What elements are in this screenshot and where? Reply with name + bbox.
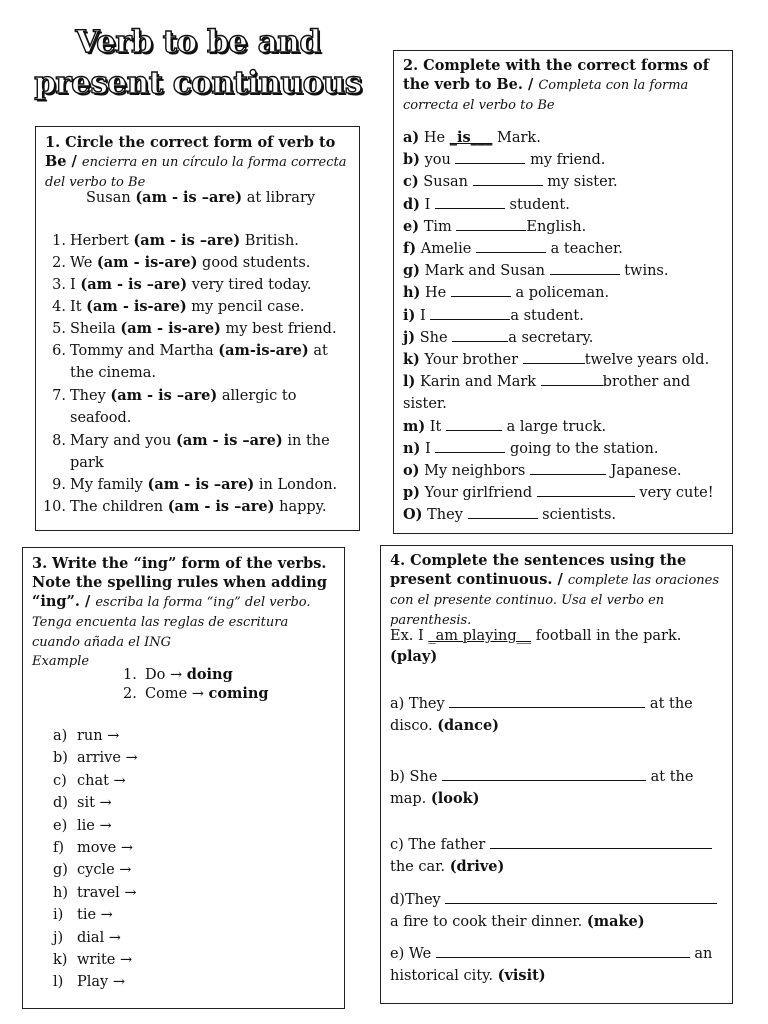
- list-item: [53, 726, 219, 746]
- item-letter: g): [53, 862, 68, 879]
- item-number: 9.: [52, 477, 66, 493]
- item-number: 10.: [42, 499, 66, 515]
- item-post: going to the station.: [505, 440, 659, 457]
- item-post: in the: [282, 433, 330, 449]
- item-post: happy.: [274, 499, 327, 515]
- list-item: [403, 461, 682, 481]
- list-item: [53, 860, 231, 880]
- item-number: 2.: [52, 255, 66, 271]
- choice-options[interactable]: (am - is-are): [86, 298, 187, 315]
- exercise-3-box: [22, 547, 345, 1009]
- sentence-start: a) They: [390, 696, 450, 712]
- item-letter: l): [53, 974, 64, 991]
- answer-blank[interactable]: [138, 748, 238, 762]
- heading-spanish: Completa con la forma correcta el verbo to Be: [403, 78, 689, 113]
- sentence-continuation: [390, 912, 645, 932]
- answer-blank[interactable]: [446, 417, 502, 431]
- list-item: [403, 128, 541, 148]
- item-pre: Susan: [418, 174, 473, 191]
- item-post: British.: [240, 233, 299, 249]
- sentence-post: at the: [646, 769, 694, 785]
- item-post: my sister.: [542, 174, 618, 191]
- item-letter: a): [53, 728, 68, 744]
- item-post: very cute!: [634, 485, 714, 502]
- sentence-end: the car.: [390, 859, 450, 875]
- example-verb: (play): [390, 648, 438, 665]
- item-number: 4.: [52, 299, 66, 315]
- item-number: 7.: [52, 388, 66, 404]
- example-ing: coming: [208, 685, 269, 702]
- item-letter: j): [403, 328, 416, 346]
- list-item: [403, 172, 618, 192]
- heading-spanish: encierra en un círculo la forma correcta del verbo to Be: [45, 155, 347, 190]
- item-pre: Amelie: [416, 241, 476, 257]
- example-verb: Come →: [145, 686, 209, 702]
- choice-options[interactable]: (am - is –are): [147, 476, 255, 493]
- exercise-4-box: [380, 545, 733, 1004]
- item-number: 1.: [52, 233, 66, 249]
- verb-hint: (visit): [497, 967, 546, 984]
- heading-spanish: escriba la forma “ing” del verbo. Tenga encuenta las reglas de escritura cuando añada el ING: [32, 595, 311, 650]
- item-verb: tie →: [77, 907, 113, 924]
- item-post: my pencil case.: [186, 299, 305, 315]
- verb-hint: (drive): [449, 858, 505, 875]
- answer-blank[interactable]: [133, 838, 233, 852]
- sentence-start: c) The father: [390, 837, 490, 853]
- item-post: twins.: [619, 263, 669, 280]
- item-post: brother and: [602, 374, 691, 391]
- answer-blank[interactable]: [451, 283, 511, 297]
- item-pre: He: [419, 130, 450, 146]
- item-post: student.: [504, 196, 570, 213]
- answer-blank[interactable]: [131, 860, 231, 874]
- item-letter: g): [403, 262, 420, 280]
- item-pre: Sheila: [70, 321, 121, 337]
- item-post: my friend.: [525, 152, 606, 169]
- choice-options[interactable]: (am - is –are): [175, 432, 283, 449]
- item-letter: k): [403, 351, 420, 368]
- list-item: [40, 231, 299, 251]
- item-verb: sit →: [77, 795, 112, 812]
- item-letter: i): [403, 306, 416, 324]
- item-letter: a): [403, 129, 420, 146]
- answer-blank[interactable]: [476, 239, 546, 253]
- item-letter: b): [53, 750, 68, 767]
- list-item: [403, 261, 668, 281]
- item-pre: Your brother: [419, 352, 523, 368]
- list-item: [40, 253, 310, 273]
- item-post: scientists.: [537, 507, 617, 524]
- example-pre: Susan: [86, 190, 136, 206]
- item-pre: Tim: [419, 218, 457, 235]
- item-pre: My neighbors: [419, 463, 530, 479]
- list-item: [403, 217, 586, 237]
- item-continuation: sister.: [403, 396, 447, 413]
- list-item: [403, 195, 570, 215]
- list-item: [40, 319, 337, 339]
- item-pre: It: [70, 299, 87, 315]
- example-label: Example: [32, 654, 90, 669]
- heading-text: 4. Complete the sentences using the present continuous. /: [390, 552, 687, 588]
- answer-blank[interactable]: [541, 372, 603, 386]
- choice-options[interactable]: (am - is –are): [167, 498, 275, 515]
- item-number: 8.: [52, 433, 66, 449]
- answer-blank[interactable]: [455, 150, 525, 164]
- item-post: a secretary.: [508, 329, 594, 346]
- item-post: English.: [526, 218, 587, 235]
- item-letter: k): [53, 952, 68, 968]
- list-item: [403, 417, 606, 437]
- item-number: 3.: [52, 277, 66, 293]
- list-item: [403, 328, 593, 348]
- item-continuation: seafood.: [70, 410, 132, 426]
- heading-text: 3. Write the “ing” form of the verbs. Note the spelling rules when adding “ing”. /: [32, 555, 328, 610]
- item-continuation: the cinema.: [70, 365, 157, 381]
- list-item: [53, 748, 238, 768]
- heading-text: 2. Complete with the correct forms of the verb to Be. /: [403, 57, 709, 93]
- item-post: Mark.: [492, 130, 541, 146]
- sentence-end: historical city.: [390, 968, 498, 984]
- sentence-continuation: [390, 966, 546, 986]
- sentence-item: [390, 835, 712, 855]
- item-letter: d): [53, 795, 68, 812]
- sentence-end: disco.: [390, 718, 438, 734]
- sentence-post: at the: [645, 696, 693, 712]
- exercise-3-heading: [32, 554, 337, 671]
- item-post: Japanese.: [605, 463, 682, 479]
- title-line-2: present continuous: [34, 65, 362, 101]
- answer-blank[interactable]: [112, 816, 212, 830]
- item-pre: you: [420, 152, 456, 169]
- item-post: a student.: [510, 307, 584, 324]
- exercise-1-heading: [45, 133, 350, 192]
- item-post: a policeman.: [510, 285, 610, 302]
- item-pre: Karin and Mark: [415, 374, 541, 391]
- item-verb: Play →: [77, 974, 125, 991]
- item-letter: p): [403, 484, 420, 502]
- item-pre: I: [415, 307, 431, 324]
- item-verb: move →: [77, 840, 134, 856]
- item-letter: f): [403, 240, 417, 257]
- list-item: [53, 816, 212, 836]
- answer-blank[interactable]: [119, 726, 219, 740]
- item-pre: Herbert: [70, 233, 134, 249]
- item-letter: b): [403, 151, 420, 169]
- answer-blank[interactable]: [530, 461, 606, 475]
- item-pre: My family: [70, 477, 148, 493]
- list-item: [53, 928, 221, 948]
- list-item: [53, 838, 233, 858]
- list-item: [40, 497, 327, 517]
- item-verb: run →: [77, 728, 120, 744]
- item-letter: j): [53, 929, 64, 946]
- item-pre: He: [420, 285, 451, 302]
- item-post: my best friend.: [220, 321, 337, 337]
- verb-hint: (look): [430, 790, 480, 807]
- example-item: [123, 684, 269, 704]
- item-letter: d): [403, 195, 420, 213]
- page-title: [18, 22, 378, 104]
- answer-blank[interactable]: [468, 505, 538, 519]
- example-post: at library: [242, 190, 316, 206]
- item-letter: O): [403, 506, 423, 524]
- sentence-item: [390, 694, 693, 714]
- answer-blank[interactable]: [442, 767, 646, 781]
- exercise-2-heading: [403, 56, 723, 115]
- answer-blank[interactable]: [112, 793, 212, 807]
- answer-blank[interactable]: [121, 928, 221, 942]
- item-verb: arrive →: [77, 750, 138, 767]
- choice-options[interactable]: (am-is-are): [218, 342, 309, 359]
- exercise-1-box: [35, 126, 360, 531]
- item-pre: They: [70, 388, 111, 404]
- item-letter: f): [53, 840, 65, 856]
- item-letter: o): [403, 462, 420, 479]
- item-pre: She: [415, 329, 453, 346]
- example-item: [123, 665, 233, 685]
- sentence-end: map.: [390, 791, 431, 807]
- list-item: [40, 475, 337, 495]
- sentence-item: [390, 944, 712, 964]
- item-pre: I: [420, 440, 436, 457]
- heading-text: 1. Circle the correct form of verb to Be /: [45, 134, 336, 170]
- list-item: [53, 972, 225, 992]
- example-number: 2.: [123, 686, 137, 702]
- sentence-continuation: [390, 789, 480, 809]
- list-item: [403, 239, 623, 259]
- example-verb: Do →: [145, 667, 187, 683]
- item-verb: cycle →: [77, 862, 132, 879]
- example-pre: Ex. I: [390, 628, 429, 644]
- list-item: [403, 505, 616, 525]
- item-post: good students.: [197, 255, 311, 271]
- answer-blank[interactable]: [537, 483, 635, 497]
- example-ing: doing: [186, 666, 233, 683]
- item-verb: lie →: [77, 817, 112, 834]
- answer-blank[interactable]: [126, 771, 226, 785]
- item-number: 5.: [52, 321, 66, 337]
- item-pre: The children: [70, 499, 168, 515]
- list-item: [403, 306, 584, 326]
- example-answer: _am playing__: [428, 628, 532, 644]
- item-letter: m): [403, 417, 426, 435]
- item-letter: l): [403, 373, 416, 391]
- answer-blank[interactable]: [445, 890, 717, 904]
- item-verb: chat →: [77, 772, 126, 789]
- item-letter: c): [403, 173, 419, 191]
- sentence-item: [390, 767, 693, 787]
- answer-blank[interactable]: [456, 217, 526, 231]
- choice-options[interactable]: (am - is-are): [120, 320, 221, 337]
- item-number: 6.: [52, 343, 66, 359]
- answer-blank[interactable]: [435, 439, 505, 453]
- item-post: a large truck.: [501, 418, 607, 435]
- item-verb: travel →: [77, 884, 137, 901]
- item-letter: n): [403, 439, 421, 457]
- verb-hint: (dance): [437, 717, 500, 734]
- list-item: [403, 283, 609, 303]
- item-letter: i): [53, 907, 64, 924]
- list-item: [403, 483, 714, 503]
- item-pre: I: [420, 196, 435, 213]
- item-post: a teacher.: [546, 241, 623, 257]
- list-item: [40, 431, 330, 451]
- item-post: allergic to: [217, 388, 297, 404]
- sentence-item: [390, 890, 717, 910]
- sentence-start: b) She: [390, 769, 443, 785]
- list-item: [403, 150, 605, 170]
- list-item: [403, 372, 690, 392]
- item-pre: We: [70, 255, 97, 271]
- item-pre: Mary and you: [70, 433, 176, 449]
- list-item: [53, 950, 232, 970]
- answer-blank[interactable]: [137, 883, 237, 897]
- sentence-start: d)They: [390, 892, 446, 908]
- item-pre: I: [70, 277, 81, 293]
- item-letter: c): [53, 772, 67, 789]
- item-post: in London.: [254, 477, 338, 493]
- item-pre: It: [425, 418, 446, 435]
- item-letter: e): [403, 217, 420, 235]
- item-pre: Tommy and Martha: [70, 343, 219, 359]
- choice-options[interactable]: (am - is –are): [133, 232, 241, 249]
- exercise-4-example: [390, 626, 681, 646]
- item-pre: Mark and Susan: [420, 263, 550, 280]
- list-item: [40, 386, 296, 406]
- item-verb: dial →: [77, 929, 121, 946]
- item-letter: e): [53, 817, 68, 834]
- answer-blank[interactable]: [113, 905, 213, 919]
- example-number: 1.: [123, 667, 137, 683]
- sentence-end: a fire to cook their dinner.: [390, 914, 587, 930]
- answer-blank[interactable]: [550, 261, 620, 275]
- list-item: [53, 883, 237, 903]
- answer-blank[interactable]: [436, 944, 690, 958]
- answer-blank[interactable]: [430, 306, 510, 320]
- list-item: [403, 350, 709, 370]
- list-item: [53, 793, 212, 813]
- example-choice[interactable]: (am - is –are): [135, 189, 243, 206]
- item-pre: They: [422, 507, 468, 524]
- example-post: football in the park.: [531, 628, 682, 644]
- list-item: [40, 297, 304, 317]
- sentence-continuation: [390, 716, 499, 736]
- answer-blank[interactable]: [435, 195, 505, 209]
- list-item: [53, 905, 213, 925]
- answer-blank[interactable]: [125, 972, 225, 986]
- title-line-1: Verb to be and: [75, 24, 321, 60]
- answer-blank[interactable]: [452, 328, 508, 342]
- verb-hint: (make): [586, 913, 645, 930]
- answer-blank[interactable]: [523, 350, 585, 364]
- exercise-4-heading: [390, 551, 725, 630]
- answer-blank[interactable]: [132, 950, 232, 964]
- list-item: [403, 439, 658, 459]
- sentence-continuation: [390, 857, 504, 877]
- item-post: very tired today.: [187, 277, 312, 293]
- answer-blank[interactable]: [449, 694, 645, 708]
- sentence-start: e) We: [390, 946, 436, 962]
- heading-spanish: complete las oraciones con el presente continuo. Usa el verbo en parenthesis.: [390, 573, 720, 628]
- item-letter: h): [403, 284, 421, 302]
- item-verb: write →: [77, 952, 133, 968]
- item-continuation: park: [70, 455, 104, 471]
- answer-blank[interactable]: [473, 172, 543, 186]
- list-item: [40, 275, 312, 295]
- list-item: [40, 341, 328, 361]
- list-item: [53, 771, 226, 791]
- exercise-1-example: [86, 188, 315, 208]
- sentence-post: an: [689, 946, 713, 962]
- choice-options[interactable]: (am - is –are): [110, 387, 218, 404]
- answer: _is___: [449, 129, 493, 146]
- choice-options[interactable]: (am - is –are): [80, 276, 188, 293]
- choice-options[interactable]: (am - is-are): [96, 254, 198, 271]
- item-letter: h): [53, 884, 68, 901]
- answer-blank[interactable]: [490, 835, 712, 849]
- item-post: at: [308, 343, 328, 359]
- exercise-2-box: [393, 50, 733, 534]
- item-post: twelve years old.: [584, 352, 710, 368]
- item-pre: Your girlfriend: [420, 485, 537, 502]
